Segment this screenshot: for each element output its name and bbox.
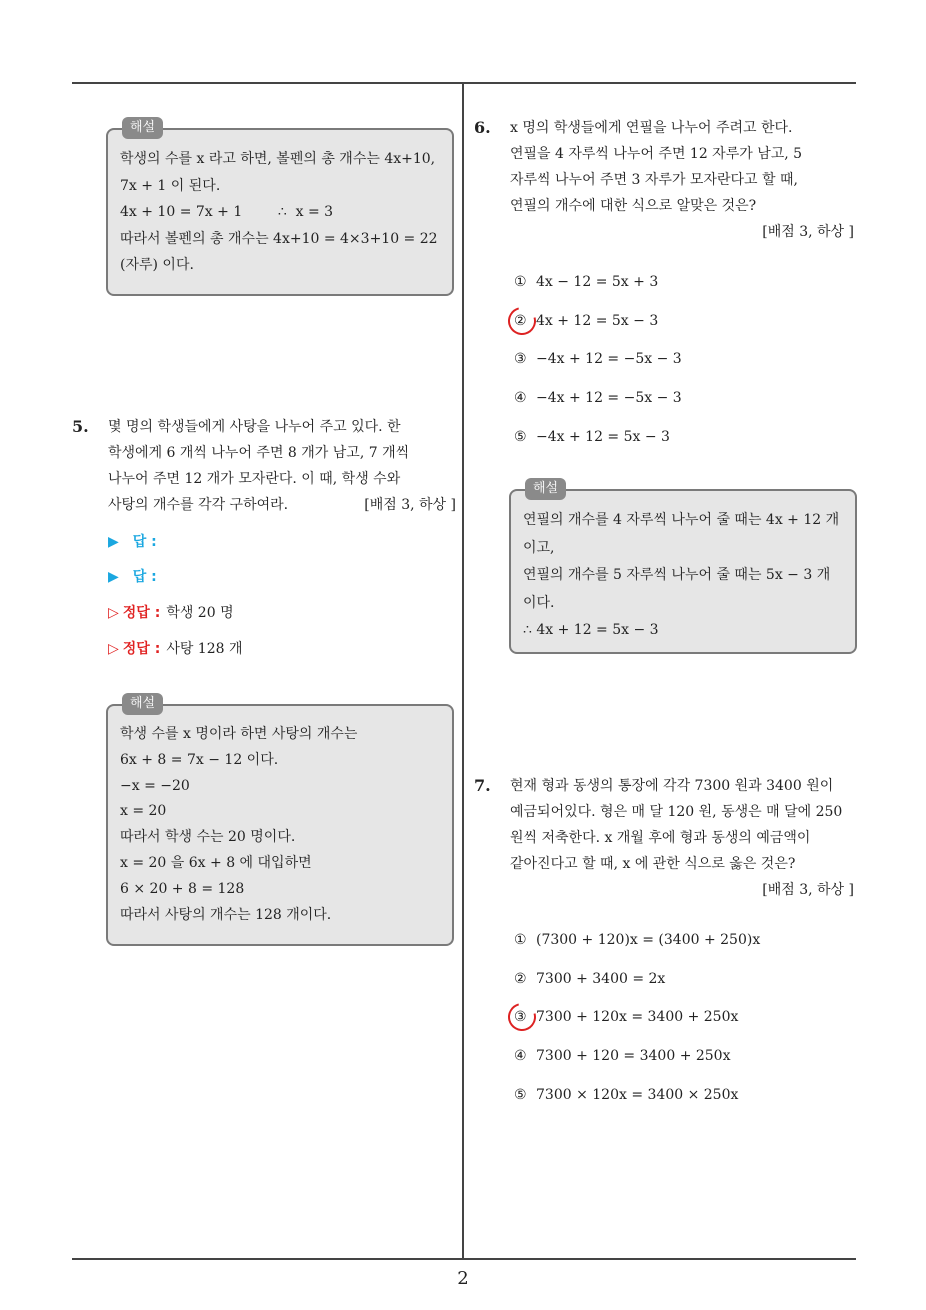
explanation-line: 6x + 8 = 7x − 12 이다. xyxy=(120,751,279,768)
choice-5[interactable]: ⑤ −4x + 12 = 5x − 3 xyxy=(514,429,670,445)
explanation-box-q5 xyxy=(106,696,454,946)
question-line: 연필을 4 자루씩 나누어 주면 12 자루가 남고, 5 xyxy=(510,146,803,162)
bottom-rule xyxy=(72,1258,856,1260)
explanation-line: 따라서 학생 수는 20 명이다. xyxy=(120,829,296,846)
correct-label: 정답 : xyxy=(122,641,161,657)
explanation-line: 학생의 수를 x 라고 하면, 볼펜의 총 개수는 4x+10, xyxy=(120,151,436,167)
explanation-box-q6 xyxy=(509,481,857,654)
answer-input-2[interactable] xyxy=(108,566,157,586)
choice-1[interactable]: ① 4x − 12 = 5x + 3 xyxy=(514,274,659,290)
explanation-line: 이고, xyxy=(523,539,555,556)
question-5 xyxy=(72,414,456,518)
question-6 xyxy=(474,115,854,245)
explanation-line: 연필의 개수를 4 자루씩 나누어 줄 때는 4x + 12 개 xyxy=(523,512,840,528)
question-line: 학생에게 6 개씩 나누어 주면 8 개가 남고, 7 개씩 xyxy=(108,445,410,461)
question-number: 7. xyxy=(474,776,491,795)
explanation-line: 따라서 볼펜의 총 개수는 4x+10 = 4×3+10 = 22 xyxy=(120,230,438,247)
explanation-box-q4 xyxy=(106,120,454,296)
correct-value: 사탕 128 개 xyxy=(166,641,243,657)
question-line: 예금되어있다. 형은 매 달 120 원, 동생은 매 달에 250 xyxy=(510,804,843,820)
correct-answer-2 xyxy=(108,638,243,658)
column-divider xyxy=(462,84,464,1258)
answer-input-1[interactable] xyxy=(108,531,157,551)
question-line: 원씩 저축한다. x 개월 후에 형과 동생의 예금액이 xyxy=(510,830,811,846)
points-label: [배점 3, 하상 ] xyxy=(364,497,456,513)
explanation-line: (자루) 이다. xyxy=(120,257,194,273)
explanation-line: 이다. xyxy=(523,594,555,611)
choice-1[interactable]: ① (7300 + 120)x = (3400 + 250)x xyxy=(514,932,761,948)
explanation-line: ∴ 4x + 12 = 5x − 3 xyxy=(523,622,659,638)
choice-4[interactable]: ④ −4x + 12 = −5x − 3 xyxy=(514,390,682,406)
triangle-outline-icon: ▷ xyxy=(108,641,119,657)
explanation-line: −x = −20 xyxy=(120,777,190,794)
choice-3[interactable]: ③ −4x + 12 = −5x − 3 xyxy=(514,351,682,367)
question-line: 사탕의 개수를 각각 구하여라. xyxy=(108,497,289,513)
page-number: 2 xyxy=(457,1268,469,1289)
explanation-line: 따라서 사탕의 개수는 128 개이다. xyxy=(120,906,332,923)
question-7 xyxy=(474,773,854,903)
explanation-line: 7x + 1 이 된다. xyxy=(120,177,221,194)
question-line: 연필의 개수에 대한 식으로 알맞은 것은? xyxy=(510,198,757,214)
question-number: 6. xyxy=(474,118,491,137)
correct-circle-icon xyxy=(503,302,541,340)
choice-2[interactable]: ② 7300 + 3400 = 2x xyxy=(514,971,666,987)
choice-5[interactable]: ⑤ 7300 × 120x = 3400 × 250x xyxy=(514,1087,739,1103)
question-line: x 명의 학생들에게 연필을 나누어 주려고 한다. xyxy=(510,120,793,136)
explanation-tag: 해설 xyxy=(122,693,163,715)
triangle-outline-icon: ▷ xyxy=(108,605,119,621)
explanation-tag: 해설 xyxy=(525,478,566,500)
explanation-line: 6 × 20 + 8 = 128 xyxy=(120,880,245,897)
points-label: [배점 3, 하상 ] xyxy=(762,224,854,240)
explanation-tag: 해설 xyxy=(122,117,163,139)
question-line: 현재 형과 동생의 통장에 각각 7300 원과 3400 원이 xyxy=(510,778,834,794)
play-icon: ▶ xyxy=(108,569,119,585)
explanation-line: 연필의 개수를 5 자루씩 나누어 줄 때는 5x − 3 개 xyxy=(523,567,831,583)
answer-label: 답 : xyxy=(132,534,157,550)
correct-answer-1 xyxy=(108,602,234,622)
play-icon: ▶ xyxy=(108,534,119,550)
question-line: 같아진다고 할 때, x 에 관한 식으로 옳은 것은? xyxy=(510,856,796,872)
points-label: [배점 3, 하상 ] xyxy=(762,882,854,898)
correct-label: 정답 : xyxy=(122,605,161,621)
question-line: 자루씩 나누어 주면 3 자루가 모자란다고 할 때, xyxy=(510,172,798,188)
choice-2[interactable]: ② 4x + 12 = 5x − 3 xyxy=(514,313,658,329)
explanation-line: 4x + 10 = 7x + 1 ∴ x = 3 xyxy=(120,204,334,220)
answer-label: 답 : xyxy=(132,569,157,585)
question-number: 5. xyxy=(72,417,89,436)
explanation-line: x = 20 xyxy=(120,803,167,820)
choice-4[interactable]: ④ 7300 + 120 = 3400 + 250x xyxy=(514,1048,731,1064)
choice-3[interactable]: ③ 7300 + 120x = 3400 + 250x xyxy=(514,1009,738,1025)
question-line: 나누어 주면 12 개가 모자란다. 이 때, 학생 수와 xyxy=(108,471,401,487)
correct-value: 학생 20 명 xyxy=(166,605,234,621)
top-rule xyxy=(72,82,856,84)
explanation-line: x = 20 을 6x + 8 에 대입하면 xyxy=(120,854,312,871)
explanation-line: 학생 수를 x 명이라 하면 사탕의 개수는 xyxy=(120,726,358,742)
question-line: 몇 명의 학생들에게 사탕을 나누어 주고 있다. 한 xyxy=(108,419,401,435)
correct-circle-icon xyxy=(503,998,541,1036)
